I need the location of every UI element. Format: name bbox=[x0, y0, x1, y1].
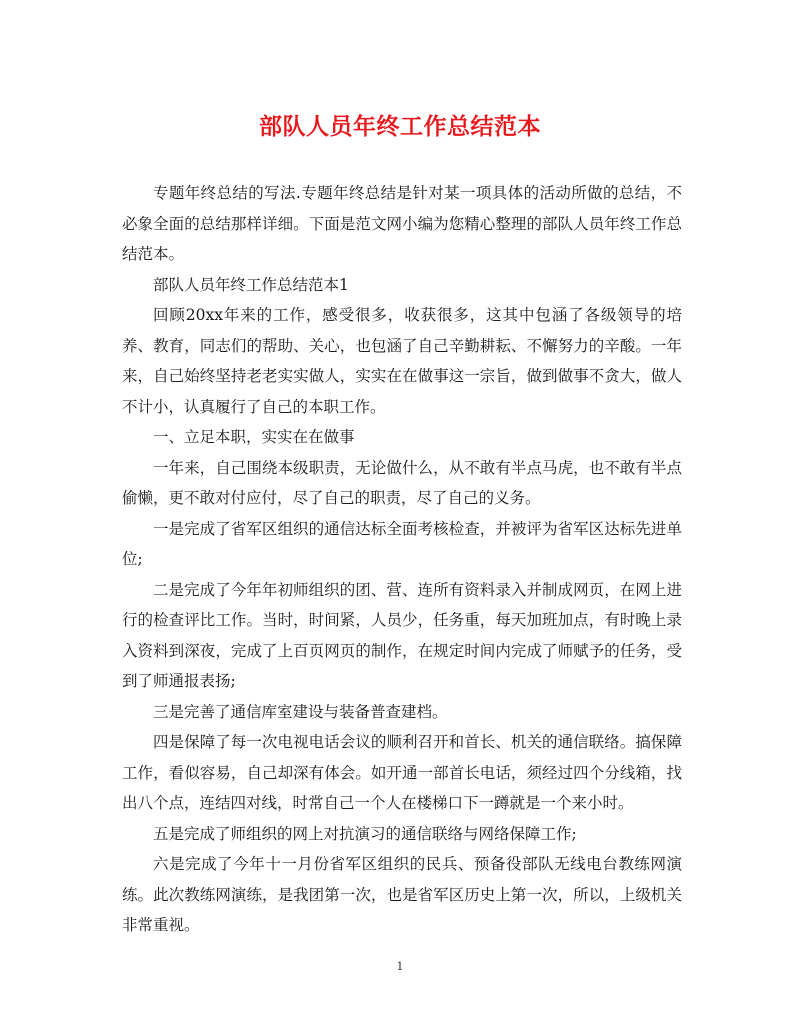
list-item-sixth: 六是完成了今年十一月份省军区组织的民兵、预备役部队无线电台教练网演练。此次教练网演练，是我团第一次，也是省军区历史上第一次，所以，上级机关非常重视。 bbox=[122, 855, 682, 934]
paragraph-intro: 专题年终总结的写法.专题年终总结是针对某一项具体的活动所做的总结，不必象全面的总结那样详细。下面是范文网小编为您精心整理的部队人员年终工作总结范本。 bbox=[122, 184, 682, 263]
document-title: 部队人员年终工作总结范本 bbox=[259, 114, 541, 140]
list-item-fifth: 五是完成了师组织的网上对抗演习的通信联络与网络保障工作; bbox=[153, 824, 577, 843]
list-item-second: 二是完成了今年年初师组织的团、营、连所有资料录入并制成网页，在网上进行的检查评比工作。当时，时间紧，人员少，任务重，每天加班加点，有时晚上录入资料到深夜，完成了上百页网页的制作，在规定时间内完成了师赋予的任务，受到了师通报表扬; bbox=[122, 580, 682, 690]
list-item-fourth: 四是保障了每一次电视电话会议的顺利召开和首长、机关的通信联络。搞保障工作，看似容易，自己却深有体会。如开通一部首长电话，须经过四个分线箱，找出八个点，连结四对线，时常自己一个人在楼梯口下一蹲就是一个来小时。 bbox=[122, 733, 682, 812]
paragraph-duties: 一年来，自己围绕本级职责，无论做什么，从不敢有半点马虎，也不敢有半点偷懒，更不敢对付应付，尽了自己的职责，尽了自己的义务。 bbox=[122, 458, 682, 507]
section-heading: 部队人员年终工作总结范本1 bbox=[153, 275, 349, 294]
document-body bbox=[122, 178, 682, 941]
page-number: 1 bbox=[396, 960, 404, 973]
list-item-first: 一是完成了省军区组织的通信达标全面考核检查，并被评为省军区达标先进单位; bbox=[122, 519, 682, 568]
paragraph-review: 回顾20xx年来的工作，感受很多，收获很多，这其中包涵了各级领导的培养、教育，同志们的帮助、关心，也包涵了自己辛勤耕耘、不懈努力的辛酸。一年来，自己始终坚持老老实实做人，实实在在做事这一宗旨，做到做事不贪大，做人不计小，认真履行了自己的本职工作。 bbox=[122, 306, 682, 416]
list-item-third: 三是完善了通信库室建设与装备普查建档。 bbox=[153, 702, 448, 721]
subheading: 一、立足本职，实实在在做事 bbox=[153, 428, 355, 446]
